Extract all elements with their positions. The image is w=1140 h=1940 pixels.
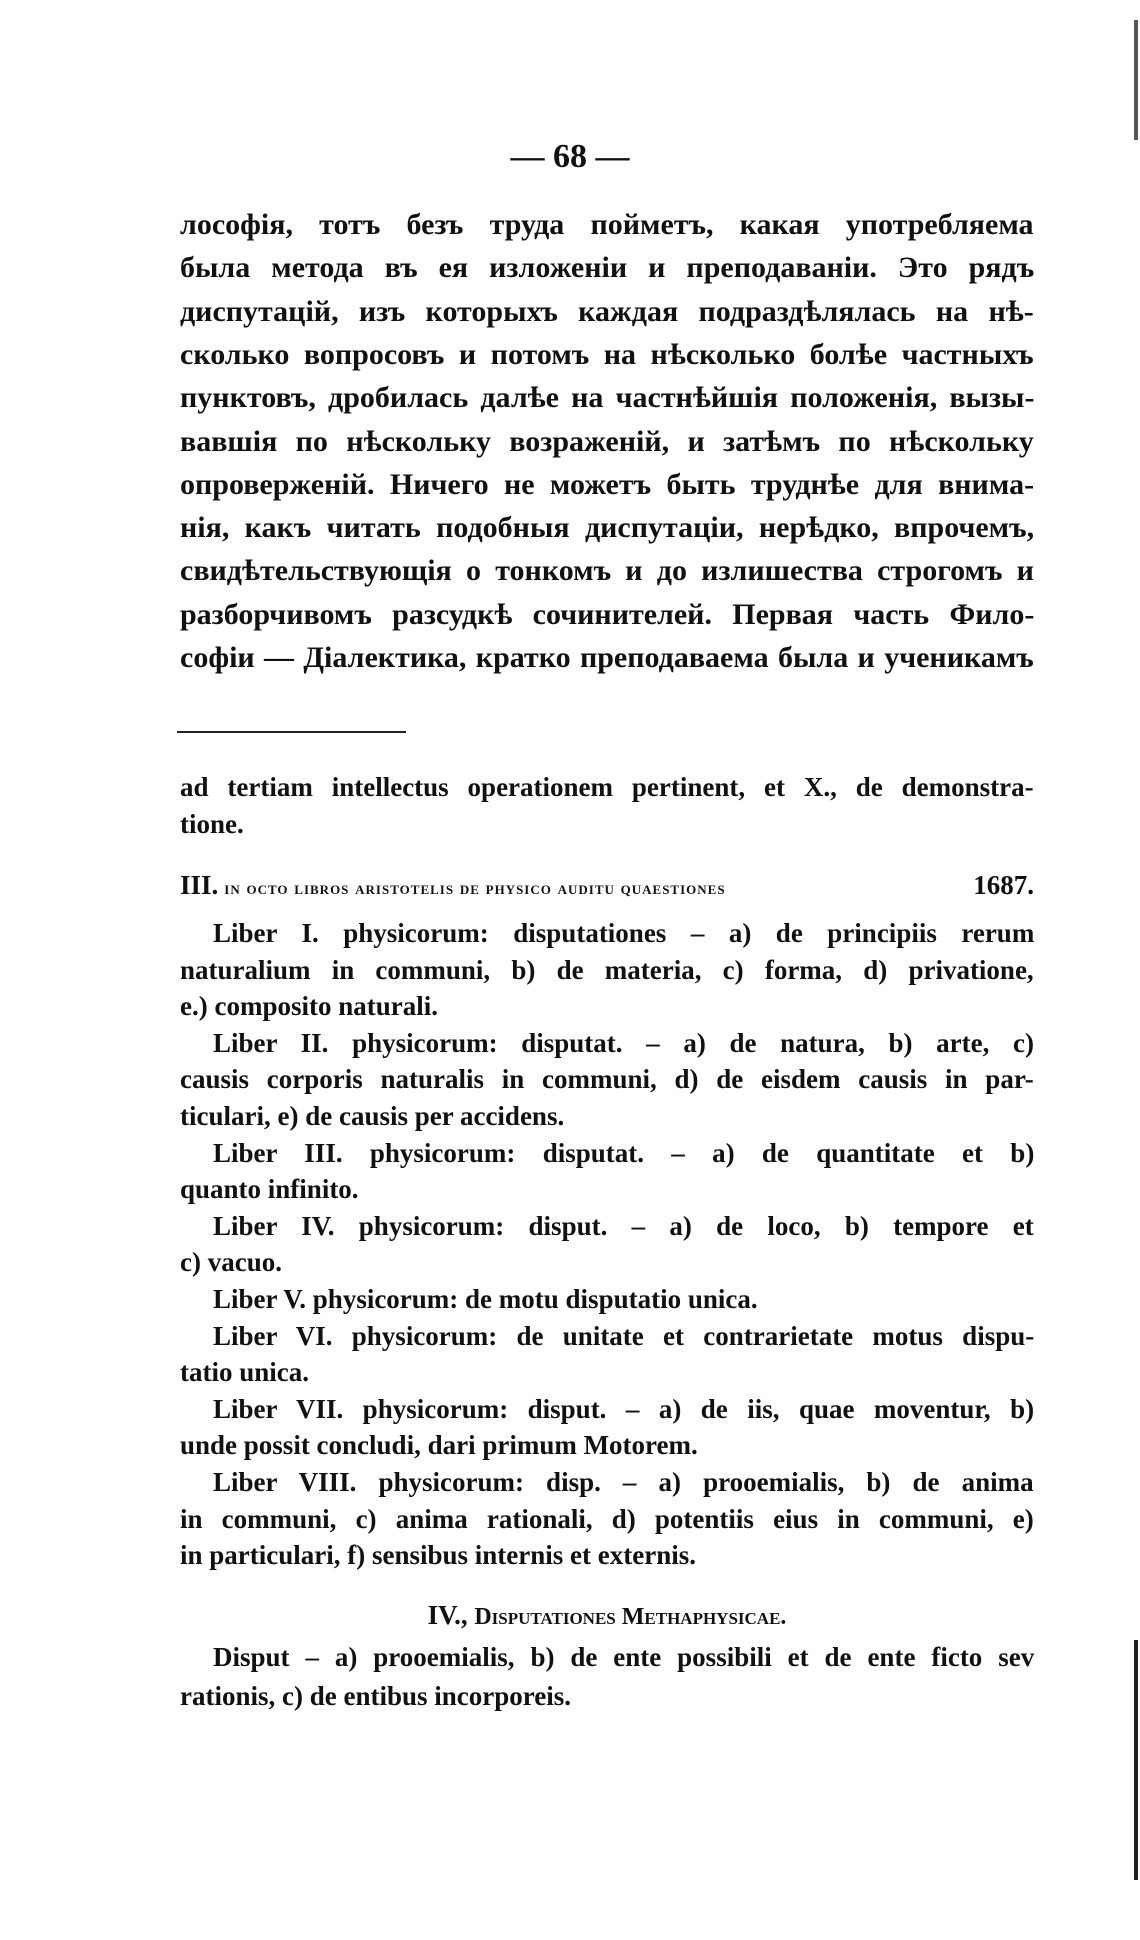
text-line-content: Liber VI. physicorum: de unitate et contrarietate motus dispu- — [213, 1320, 1035, 1351]
text-line — [180, 1681, 1034, 1712]
text-line — [180, 208, 1034, 242]
text-line — [180, 1174, 1034, 1205]
text-line — [180, 425, 1034, 459]
section-iii-number: III. — [180, 870, 219, 900]
text-line — [180, 1540, 1034, 1571]
text-line — [213, 1467, 1034, 1498]
text-line-content: нія, какъ читать подобныя диспутаціи, нерѣдко, впрочемъ, — [180, 511, 1035, 545]
text-line — [180, 511, 1034, 545]
text-line — [180, 1504, 1034, 1535]
text-line — [213, 918, 1034, 949]
text-line-content: Disput – a) prooemialis, b) de ente possibili et de ente ficto sev — [213, 1642, 1035, 1672]
text-line-content: Liber VII. physicorum: disput. – a) de iis, quae moventur, b) — [213, 1393, 1035, 1424]
text-line-content: опроверженій. Ничего не можетъ быть труднѣе для внима- — [180, 467, 1035, 501]
text-line — [180, 772, 1034, 803]
text-line — [180, 955, 1034, 986]
text-line-content: ad tertiam intellectus operationem pertinent, et X., de demonstra- — [180, 772, 1034, 802]
text-line — [213, 1211, 1034, 1242]
text-line-content: была метода въ ея изложеніи и преподаваніи. Это рядъ — [180, 251, 1035, 285]
text-line-content: софіи — Діалектика, кратко преподаваема была и ученикамъ — [180, 641, 1034, 674]
text-line — [180, 991, 1034, 1022]
section-iii-title: in octo libros aristotelis de physico auditu quaestiones — [224, 878, 726, 899]
text-line-content: вавшія по нѣскольку возраженій, и затѣмъ по нѣскольку — [180, 424, 1034, 458]
text-line — [180, 641, 1034, 675]
section-iv-title: Disputationes Methaphysicae. — [474, 1604, 787, 1630]
text-line — [213, 1321, 1034, 1352]
text-line-content: Liber I. physicorum: disputationes – a) de principiis rerum — [213, 918, 1035, 948]
text-line-content: naturalium in communi, b) de materia, c) forma, d) privatione, — [180, 954, 1034, 985]
text-line-content: quanto infinito. — [180, 1174, 359, 1205]
page-number: — 68 — — [510, 138, 630, 175]
text-line-content: Liber IV. physicorum: disput. – a) de loco, b) tempore et — [213, 1210, 1034, 1241]
text-line-content: сколько вопросовъ и потомъ на нѣсколько болѣе частныхъ — [180, 337, 1034, 371]
text-line — [180, 554, 1034, 588]
text-line-content: in communi, c) anima rationali, d) potentiis eius in communi, e) — [180, 1503, 1034, 1534]
text-line — [180, 338, 1034, 372]
text-line — [213, 1028, 1034, 1059]
text-line — [180, 598, 1034, 632]
text-line-content: rationis, c) de entibus incorporeis. — [180, 1681, 571, 1711]
text-line — [213, 1138, 1034, 1169]
text-line-content: ticulari, e) de causis per accidens. — [180, 1101, 565, 1131]
text-line — [180, 295, 1034, 329]
text-line-content: c) vacuo. — [180, 1247, 282, 1278]
text-line-content: Liber II. physicorum: disputat. – a) de natura, b) arte, c) — [213, 1027, 1035, 1058]
text-line-content: диспутацій, изъ которыхъ каждая подраздѣлялась на нѣ- — [180, 294, 1034, 328]
text-line-content: разборчивомъ разсудкѣ сочинителей. Первая часть Фило- — [180, 597, 1035, 631]
text-line — [213, 1642, 1034, 1673]
text-line — [180, 1064, 1034, 1095]
text-line-content: Liber V. physicorum: de motu disputatio unica. — [213, 1284, 758, 1314]
text-line — [180, 1357, 1034, 1388]
text-line — [180, 1247, 1034, 1278]
text-line-content: лософія, тотъ безъ труда пойметъ, какая употребляема — [180, 208, 1034, 241]
text-line — [180, 1430, 1034, 1461]
text-line-content: Liber VIII. physicorum: disp. – a) prooemialis, b) de anima — [213, 1467, 1034, 1497]
text-line-content: in particulari, f) sensibus internis et externis. — [180, 1540, 696, 1571]
text-line — [180, 381, 1034, 415]
text-line-content: e.) composito naturali. — [180, 991, 438, 1022]
section-iii-year: 1687. — [973, 870, 1034, 900]
section-iii-heading — [180, 870, 1034, 901]
text-line-content: Liber III. physicorum: disputat. – a) de quantitate et b) — [213, 1137, 1035, 1168]
text-line-content: tione. — [180, 809, 244, 839]
footnote-divider — [177, 731, 406, 733]
text-line-content: свидѣтельствующія о тонкомъ и до излишества строгомъ и — [180, 554, 1034, 588]
scan-edge — [1134, 0, 1138, 1940]
text-line — [180, 251, 1034, 285]
text-line — [180, 1101, 1034, 1132]
text-line — [180, 809, 1034, 840]
section-iv-heading — [180, 1600, 1034, 1631]
text-line — [213, 1284, 1034, 1315]
text-line — [213, 1394, 1034, 1425]
text-line-content: пунктовъ, дробилась далѣе на частнѣйшія положенія, вызы- — [180, 381, 1035, 415]
text-line-content: unde possit concludi, dari primum Motorem. — [180, 1430, 698, 1461]
text-line — [180, 468, 1034, 502]
text-line-content: tatio unica. — [180, 1357, 310, 1388]
text-line-content: causis corporis naturalis in communi, d) de eisdem causis in par- — [180, 1064, 1034, 1095]
section-iv-number: IV., — [427, 1600, 468, 1630]
